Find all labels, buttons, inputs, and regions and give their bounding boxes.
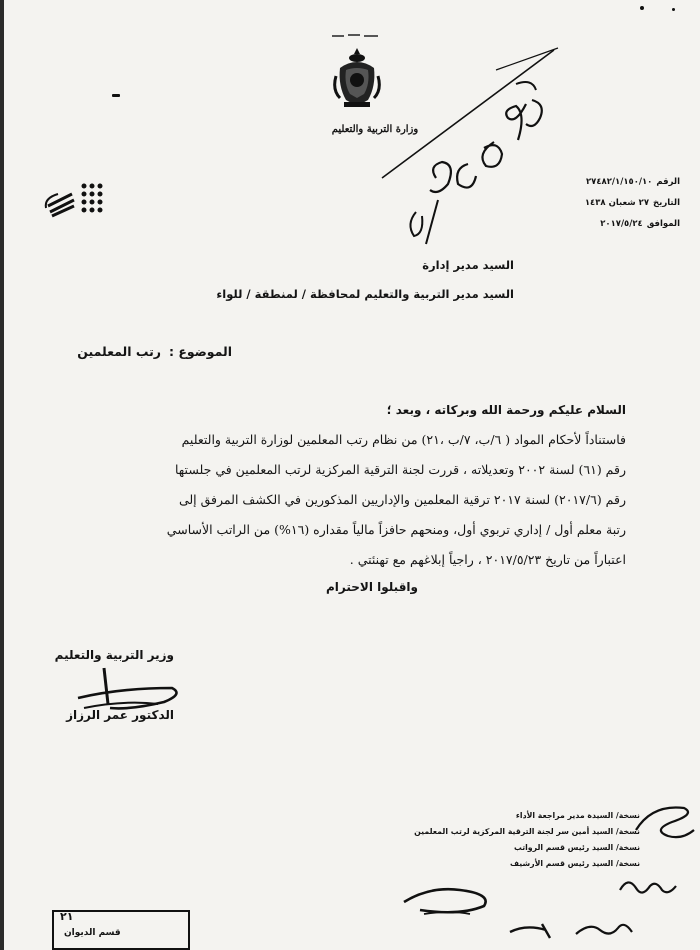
initials-scribble-icon <box>616 874 678 904</box>
copy-recipient: نسخة/ السيد أمين سر لجنة الترقية المركزية لرتب المعلمين <box>414 827 640 836</box>
header-inscription-icon <box>330 32 380 38</box>
reference-corresponding-label: الموافق <box>646 219 680 229</box>
closing: واقبلوا الاحترام <box>325 580 418 594</box>
greeting: السلام عليكم ورحمة الله وبركاته ، وبعد ؛ <box>386 403 626 417</box>
copy-recipient: نسخة/ السيد رئيس قسم الأرشيف <box>509 859 640 868</box>
subject-label: الموضوع : <box>168 344 232 359</box>
scan-edge <box>0 0 4 950</box>
initials-scribble-icon <box>632 800 698 844</box>
subject-value: رتب المعلمين <box>77 344 161 359</box>
copy-recipient: نسخة/ السيدة مدير مراجعة الأداء <box>515 811 640 820</box>
body-line: اعتباراً من تاريخ ٢٠١٧/٥/٢٣ ، راجياً إبلاغهم مع تهنئتي . <box>349 552 626 567</box>
reference-date-value: ٢٧ شعبان ١٤٣٨ <box>584 198 650 208</box>
bottom-initials-icon <box>506 914 636 944</box>
reference-number-label: الرقم <box>656 177 680 187</box>
body-line: رتبة معلم أول / إداري تربوي أول، ومنحهم حافزاً مالياً مقداره (١٦%) من الراتب الأساسي <box>166 522 626 537</box>
signatory-name: الدكتور عمر الرزاز <box>66 708 174 722</box>
scan-speck <box>672 8 675 11</box>
recipient-line-2: السيد مدير التربية والتعليم لمحافظة / لمنطقة / للواء <box>216 287 514 301</box>
copy-recipient: نسخة/ السيد رئيس قسم الرواتب <box>513 843 640 852</box>
registry-label: قسم الديوان <box>64 928 121 938</box>
reference-number-value: ٢٧٤٨٢/١/١٥٠/١٠ <box>585 177 653 187</box>
registry-stamp-icon <box>44 176 104 218</box>
subject-line <box>77 344 232 359</box>
copies-list <box>414 808 640 872</box>
reference-date-label: التاريخ <box>653 198 680 208</box>
reference-corresponding-value: ٢٠١٧/٥/٢٤ <box>600 219 643 229</box>
scan-speck <box>640 6 644 10</box>
registry-number: ٢١ <box>60 910 74 923</box>
signatory-title: وزير التربية والتعليم <box>54 648 174 662</box>
ministry-name: وزارة التربية والتعليم <box>331 124 419 135</box>
body-line: رقم (٢٠١٧/٦) لسنة ٢٠١٧ ترقية المعلمين والإداريين المذكورين في الكشف المرفق إلى <box>178 492 626 507</box>
scan-speck <box>112 94 120 97</box>
body-line: فاستناداً لأحكام المواد ( ٦/ب، ٧/ب ،٢١) من نظام رتب المعلمين لوزارة التربية والتعليم <box>181 432 626 447</box>
bottom-signature-icon <box>400 884 500 920</box>
recipient-line-1: السيد مدير إدارة <box>422 258 514 272</box>
handwritten-annotation-icon <box>376 44 566 244</box>
body-line: رقم (٦١) لسنة ٢٠٠٢ وتعديلاته ، قررت لجنة الترقية المركزية لرتب المعلمين في جلستها <box>174 462 626 477</box>
letter-body <box>66 395 626 575</box>
